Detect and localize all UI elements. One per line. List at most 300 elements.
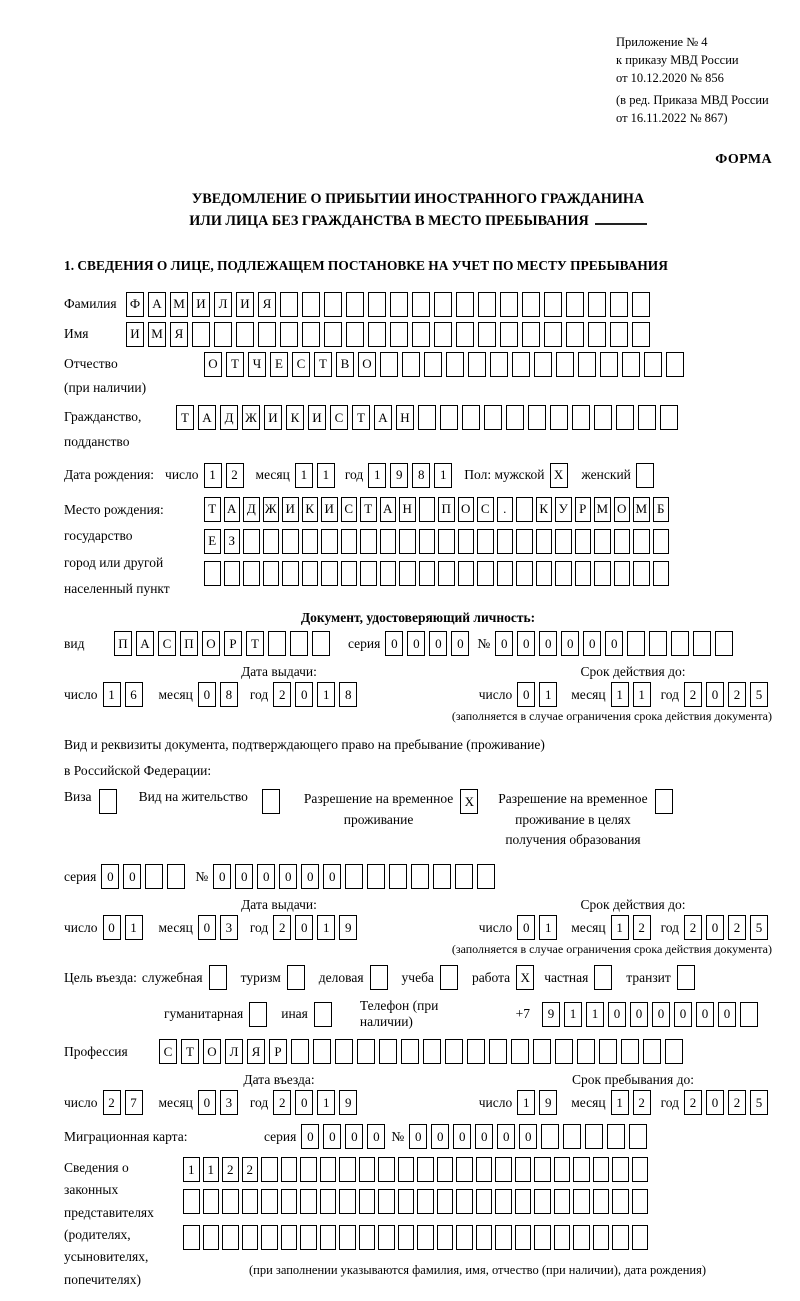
- char-cell[interactable]: Е: [204, 529, 221, 554]
- char-cell[interactable]: 2: [273, 682, 291, 707]
- char-cell[interactable]: П: [438, 497, 455, 522]
- char-cell[interactable]: Ч: [248, 352, 266, 377]
- char-cell[interactable]: [335, 1039, 353, 1064]
- char-cell[interactable]: 1: [633, 682, 651, 707]
- char-cell[interactable]: [423, 1039, 441, 1064]
- char-cell[interactable]: [573, 1189, 590, 1214]
- char-cell[interactable]: [412, 292, 430, 317]
- char-cell[interactable]: [183, 1189, 200, 1214]
- char-cell[interactable]: 0: [519, 1124, 537, 1149]
- char-cell[interactable]: [632, 1157, 649, 1182]
- char-cell[interactable]: 2: [684, 1090, 702, 1115]
- char-cell[interactable]: 0: [301, 1124, 319, 1149]
- char-cell[interactable]: [419, 497, 436, 522]
- char-cell[interactable]: [573, 1157, 590, 1182]
- char-cell[interactable]: [290, 631, 308, 656]
- char-cell[interactable]: [495, 1225, 512, 1250]
- char-cell[interactable]: [512, 352, 530, 377]
- char-cell[interactable]: 1: [564, 1002, 582, 1027]
- char-cell[interactable]: 0: [123, 864, 141, 889]
- char-cell[interactable]: [341, 561, 358, 586]
- char-cell[interactable]: [614, 561, 631, 586]
- char-cell[interactable]: 0: [495, 631, 513, 656]
- char-cell[interactable]: 2: [684, 682, 702, 707]
- char-cell[interactable]: [594, 529, 611, 554]
- char-cell[interactable]: [594, 561, 611, 586]
- char-cell[interactable]: 2: [103, 1090, 121, 1115]
- char-cell[interactable]: Р: [269, 1039, 287, 1064]
- char-cell[interactable]: 0: [517, 915, 535, 940]
- char-cell[interactable]: [610, 322, 628, 347]
- temp-residence-edu-cell[interactable]: [655, 789, 673, 814]
- char-cell[interactable]: [614, 529, 631, 554]
- char-cell[interactable]: [621, 1039, 639, 1064]
- char-cell[interactable]: [222, 1189, 239, 1214]
- char-cell[interactable]: [616, 405, 634, 430]
- char-cell[interactable]: [516, 561, 533, 586]
- char-cell[interactable]: [222, 1225, 239, 1250]
- char-cell[interactable]: А: [380, 497, 397, 522]
- char-cell[interactable]: М: [148, 322, 166, 347]
- char-cell[interactable]: [515, 1189, 532, 1214]
- char-cell[interactable]: [433, 864, 451, 889]
- char-cell[interactable]: Я: [247, 1039, 265, 1064]
- char-cell[interactable]: [633, 561, 650, 586]
- char-cell[interactable]: И: [264, 405, 282, 430]
- char-cell[interactable]: 0: [407, 631, 425, 656]
- char-cell[interactable]: [573, 1225, 590, 1250]
- char-cell[interactable]: [302, 561, 319, 586]
- char-cell[interactable]: [320, 1157, 337, 1182]
- char-cell[interactable]: 0: [295, 1090, 313, 1115]
- char-cell[interactable]: [593, 1157, 610, 1182]
- char-cell[interactable]: [660, 405, 678, 430]
- char-cell[interactable]: [715, 631, 733, 656]
- char-cell[interactable]: 9: [390, 463, 408, 488]
- char-cell[interactable]: М: [594, 497, 611, 522]
- char-cell[interactable]: [236, 322, 254, 347]
- transit-cell[interactable]: [677, 965, 695, 990]
- char-cell[interactable]: [534, 1225, 551, 1250]
- char-cell[interactable]: 6: [125, 682, 143, 707]
- char-cell[interactable]: О: [204, 352, 222, 377]
- char-cell[interactable]: 0: [101, 864, 119, 889]
- char-cell[interactable]: [577, 1039, 595, 1064]
- char-cell[interactable]: [434, 322, 452, 347]
- char-cell[interactable]: 0: [674, 1002, 692, 1027]
- char-cell[interactable]: 3: [220, 1090, 238, 1115]
- char-cell[interactable]: [411, 864, 429, 889]
- char-cell[interactable]: 0: [706, 915, 724, 940]
- char-cell[interactable]: [398, 1157, 415, 1182]
- char-cell[interactable]: 9: [542, 1002, 560, 1027]
- char-cell[interactable]: 0: [279, 864, 297, 889]
- char-cell[interactable]: [203, 1225, 220, 1250]
- char-cell[interactable]: 0: [198, 915, 216, 940]
- char-cell[interactable]: [534, 1189, 551, 1214]
- char-cell[interactable]: 0: [652, 1002, 670, 1027]
- char-cell[interactable]: 5: [750, 1090, 768, 1115]
- char-cell[interactable]: [320, 1225, 337, 1250]
- char-cell[interactable]: 0: [497, 1124, 515, 1149]
- work-cell[interactable]: X: [516, 965, 534, 990]
- char-cell[interactable]: [300, 1157, 317, 1182]
- char-cell[interactable]: [575, 529, 592, 554]
- char-cell[interactable]: [556, 352, 574, 377]
- char-cell[interactable]: [320, 1189, 337, 1214]
- business-cell[interactable]: [370, 965, 388, 990]
- char-cell[interactable]: Ф: [126, 292, 144, 317]
- char-cell[interactable]: .: [497, 497, 514, 522]
- char-cell[interactable]: М: [170, 292, 188, 317]
- char-cell[interactable]: О: [202, 631, 220, 656]
- char-cell[interactable]: [554, 1157, 571, 1182]
- char-cell[interactable]: Е: [270, 352, 288, 377]
- char-cell[interactable]: [588, 322, 606, 347]
- char-cell[interactable]: [627, 631, 645, 656]
- char-cell[interactable]: [183, 1225, 200, 1250]
- char-cell[interactable]: [263, 561, 280, 586]
- char-cell[interactable]: [399, 529, 416, 554]
- char-cell[interactable]: Д: [243, 497, 260, 522]
- char-cell[interactable]: 8: [339, 682, 357, 707]
- char-cell[interactable]: [380, 352, 398, 377]
- char-cell[interactable]: [594, 405, 612, 430]
- char-cell[interactable]: 1: [517, 1090, 535, 1115]
- char-cell[interactable]: [467, 1039, 485, 1064]
- char-cell[interactable]: 0: [323, 864, 341, 889]
- char-cell[interactable]: [300, 1225, 317, 1250]
- char-cell[interactable]: 1: [611, 1090, 629, 1115]
- char-cell[interactable]: [599, 1039, 617, 1064]
- char-cell[interactable]: [281, 1225, 298, 1250]
- other-cell[interactable]: [314, 1002, 332, 1027]
- char-cell[interactable]: [563, 1124, 581, 1149]
- char-cell[interactable]: [302, 529, 319, 554]
- char-cell[interactable]: [544, 322, 562, 347]
- char-cell[interactable]: 2: [226, 463, 244, 488]
- char-cell[interactable]: Д: [220, 405, 238, 430]
- char-cell[interactable]: [204, 561, 221, 586]
- char-cell[interactable]: [341, 529, 358, 554]
- char-cell[interactable]: [477, 529, 494, 554]
- char-cell[interactable]: [497, 561, 514, 586]
- char-cell[interactable]: Л: [225, 1039, 243, 1064]
- char-cell[interactable]: В: [336, 352, 354, 377]
- char-cell[interactable]: 0: [257, 864, 275, 889]
- char-cell[interactable]: С: [158, 631, 176, 656]
- char-cell[interactable]: [302, 322, 320, 347]
- char-cell[interactable]: 8: [412, 463, 430, 488]
- char-cell[interactable]: [455, 864, 473, 889]
- temp-residence-cell[interactable]: X: [460, 789, 478, 814]
- char-cell[interactable]: [740, 1002, 758, 1027]
- char-cell[interactable]: [243, 561, 260, 586]
- char-cell[interactable]: 8: [220, 682, 238, 707]
- char-cell[interactable]: [424, 352, 442, 377]
- char-cell[interactable]: [360, 561, 377, 586]
- char-cell[interactable]: [456, 322, 474, 347]
- char-cell[interactable]: [458, 529, 475, 554]
- char-cell[interactable]: [380, 561, 397, 586]
- char-cell[interactable]: [593, 1189, 610, 1214]
- char-cell[interactable]: [313, 1039, 331, 1064]
- char-cell[interactable]: К: [536, 497, 553, 522]
- char-cell[interactable]: [281, 1189, 298, 1214]
- char-cell[interactable]: [649, 631, 667, 656]
- char-cell[interactable]: М: [633, 497, 650, 522]
- char-cell[interactable]: 0: [451, 631, 469, 656]
- char-cell[interactable]: [258, 322, 276, 347]
- char-cell[interactable]: [345, 864, 363, 889]
- char-cell[interactable]: [367, 864, 385, 889]
- char-cell[interactable]: С: [341, 497, 358, 522]
- char-cell[interactable]: [516, 529, 533, 554]
- char-cell[interactable]: [632, 292, 650, 317]
- char-cell[interactable]: Т: [314, 352, 332, 377]
- char-cell[interactable]: [528, 405, 546, 430]
- sex-female-cell[interactable]: [636, 463, 654, 488]
- char-cell[interactable]: [437, 1225, 454, 1250]
- char-cell[interactable]: [360, 529, 377, 554]
- char-cell[interactable]: [368, 322, 386, 347]
- char-cell[interactable]: 0: [475, 1124, 493, 1149]
- char-cell[interactable]: 0: [539, 631, 557, 656]
- char-cell[interactable]: [593, 1225, 610, 1250]
- char-cell[interactable]: 0: [696, 1002, 714, 1027]
- char-cell[interactable]: 1: [204, 463, 222, 488]
- char-cell[interactable]: [671, 631, 689, 656]
- char-cell[interactable]: [522, 322, 540, 347]
- residence-cell[interactable]: [262, 789, 280, 814]
- char-cell[interactable]: 1: [317, 682, 335, 707]
- char-cell[interactable]: [419, 529, 436, 554]
- char-cell[interactable]: [390, 292, 408, 317]
- char-cell[interactable]: [536, 561, 553, 586]
- char-cell[interactable]: [462, 405, 480, 430]
- char-cell[interactable]: [478, 322, 496, 347]
- char-cell[interactable]: [607, 1124, 625, 1149]
- char-cell[interactable]: [280, 322, 298, 347]
- char-cell[interactable]: [554, 1189, 571, 1214]
- char-cell[interactable]: [534, 1157, 551, 1182]
- char-cell[interactable]: И: [192, 292, 210, 317]
- char-cell[interactable]: 7: [125, 1090, 143, 1115]
- char-cell[interactable]: К: [302, 497, 319, 522]
- char-cell[interactable]: Ж: [242, 405, 260, 430]
- char-cell[interactable]: [643, 1039, 661, 1064]
- char-cell[interactable]: [243, 529, 260, 554]
- char-cell[interactable]: [516, 497, 533, 522]
- char-cell[interactable]: [629, 1124, 647, 1149]
- char-cell[interactable]: И: [321, 497, 338, 522]
- humanitarian-cell[interactable]: [249, 1002, 267, 1027]
- char-cell[interactable]: [555, 1039, 573, 1064]
- char-cell[interactable]: И: [236, 292, 254, 317]
- char-cell[interactable]: 1: [295, 463, 313, 488]
- char-cell[interactable]: [484, 405, 502, 430]
- char-cell[interactable]: 1: [434, 463, 452, 488]
- char-cell[interactable]: [359, 1157, 376, 1182]
- char-cell[interactable]: [456, 1189, 473, 1214]
- private-cell[interactable]: [594, 965, 612, 990]
- char-cell[interactable]: [633, 529, 650, 554]
- char-cell[interactable]: И: [308, 405, 326, 430]
- char-cell[interactable]: [541, 1124, 559, 1149]
- char-cell[interactable]: [324, 292, 342, 317]
- char-cell[interactable]: 1: [539, 915, 557, 940]
- char-cell[interactable]: [378, 1225, 395, 1250]
- char-cell[interactable]: 0: [213, 864, 231, 889]
- char-cell[interactable]: 1: [203, 1157, 220, 1182]
- char-cell[interactable]: [489, 1039, 507, 1064]
- char-cell[interactable]: [412, 322, 430, 347]
- char-cell[interactable]: П: [114, 631, 132, 656]
- tourism-cell[interactable]: [287, 965, 305, 990]
- sex-male-cell[interactable]: X: [550, 463, 568, 488]
- char-cell[interactable]: [380, 529, 397, 554]
- char-cell[interactable]: [572, 405, 590, 430]
- char-cell[interactable]: [302, 292, 320, 317]
- char-cell[interactable]: А: [198, 405, 216, 430]
- char-cell[interactable]: 2: [273, 915, 291, 940]
- char-cell[interactable]: [418, 405, 436, 430]
- char-cell[interactable]: [533, 1039, 551, 1064]
- char-cell[interactable]: [417, 1225, 434, 1250]
- char-cell[interactable]: [500, 292, 518, 317]
- char-cell[interactable]: 0: [630, 1002, 648, 1027]
- char-cell[interactable]: [437, 1189, 454, 1214]
- char-cell[interactable]: С: [330, 405, 348, 430]
- char-cell[interactable]: Р: [224, 631, 242, 656]
- char-cell[interactable]: [566, 322, 584, 347]
- char-cell[interactable]: [346, 322, 364, 347]
- char-cell[interactable]: 1: [183, 1157, 200, 1182]
- char-cell[interactable]: 2: [242, 1157, 259, 1182]
- char-cell[interactable]: [536, 529, 553, 554]
- char-cell[interactable]: [281, 1157, 298, 1182]
- char-cell[interactable]: [401, 1039, 419, 1064]
- char-cell[interactable]: С: [477, 497, 494, 522]
- char-cell[interactable]: Т: [204, 497, 221, 522]
- char-cell[interactable]: [632, 1225, 649, 1250]
- visa-cell[interactable]: [99, 789, 117, 814]
- char-cell[interactable]: [224, 561, 241, 586]
- char-cell[interactable]: [390, 322, 408, 347]
- char-cell[interactable]: [653, 561, 670, 586]
- char-cell[interactable]: Т: [176, 405, 194, 430]
- char-cell[interactable]: [192, 322, 210, 347]
- char-cell[interactable]: [282, 561, 299, 586]
- char-cell[interactable]: 0: [517, 682, 535, 707]
- char-cell[interactable]: [575, 561, 592, 586]
- char-cell[interactable]: 1: [317, 915, 335, 940]
- char-cell[interactable]: [476, 1189, 493, 1214]
- char-cell[interactable]: 2: [728, 682, 746, 707]
- char-cell[interactable]: 0: [431, 1124, 449, 1149]
- char-cell[interactable]: 2: [633, 1090, 651, 1115]
- char-cell[interactable]: [612, 1225, 629, 1250]
- char-cell[interactable]: 0: [235, 864, 253, 889]
- char-cell[interactable]: 1: [103, 682, 121, 707]
- char-cell[interactable]: [339, 1157, 356, 1182]
- char-cell[interactable]: Н: [396, 405, 414, 430]
- char-cell[interactable]: 2: [222, 1157, 239, 1182]
- char-cell[interactable]: [378, 1157, 395, 1182]
- char-cell[interactable]: К: [286, 405, 304, 430]
- char-cell[interactable]: 0: [517, 631, 535, 656]
- char-cell[interactable]: [555, 561, 572, 586]
- char-cell[interactable]: 5: [750, 682, 768, 707]
- char-cell[interactable]: [438, 529, 455, 554]
- char-cell[interactable]: [321, 529, 338, 554]
- char-cell[interactable]: С: [292, 352, 310, 377]
- char-cell[interactable]: 1: [539, 682, 557, 707]
- char-cell[interactable]: [398, 1225, 415, 1250]
- char-cell[interactable]: [359, 1225, 376, 1250]
- char-cell[interactable]: 0: [103, 915, 121, 940]
- char-cell[interactable]: 0: [718, 1002, 736, 1027]
- char-cell[interactable]: [379, 1039, 397, 1064]
- char-cell[interactable]: [357, 1039, 375, 1064]
- char-cell[interactable]: [434, 292, 452, 317]
- char-cell[interactable]: [534, 352, 552, 377]
- char-cell[interactable]: 0: [367, 1124, 385, 1149]
- char-cell[interactable]: [500, 322, 518, 347]
- char-cell[interactable]: [167, 864, 185, 889]
- char-cell[interactable]: Т: [360, 497, 377, 522]
- char-cell[interactable]: [468, 352, 486, 377]
- char-cell[interactable]: [456, 1225, 473, 1250]
- char-cell[interactable]: 2: [684, 915, 702, 940]
- char-cell[interactable]: [550, 405, 568, 430]
- char-cell[interactable]: [268, 631, 286, 656]
- char-cell[interactable]: 1: [317, 463, 335, 488]
- char-cell[interactable]: [612, 1157, 629, 1182]
- char-cell[interactable]: [478, 292, 496, 317]
- char-cell[interactable]: [346, 292, 364, 317]
- char-cell[interactable]: Б: [653, 497, 670, 522]
- char-cell[interactable]: 0: [583, 631, 601, 656]
- char-cell[interactable]: [632, 322, 650, 347]
- char-cell[interactable]: [446, 352, 464, 377]
- char-cell[interactable]: 0: [608, 1002, 626, 1027]
- char-cell[interactable]: [585, 1124, 603, 1149]
- char-cell[interactable]: [300, 1189, 317, 1214]
- char-cell[interactable]: Р: [575, 497, 592, 522]
- char-cell[interactable]: 5: [750, 915, 768, 940]
- char-cell[interactable]: [261, 1225, 278, 1250]
- char-cell[interactable]: [280, 292, 298, 317]
- char-cell[interactable]: [339, 1225, 356, 1250]
- char-cell[interactable]: [437, 1157, 454, 1182]
- char-cell[interactable]: [214, 322, 232, 347]
- char-cell[interactable]: [511, 1039, 529, 1064]
- char-cell[interactable]: [417, 1157, 434, 1182]
- char-cell[interactable]: [203, 1189, 220, 1214]
- char-cell[interactable]: [399, 561, 416, 586]
- char-cell[interactable]: У: [555, 497, 572, 522]
- char-cell[interactable]: [610, 292, 628, 317]
- char-cell[interactable]: [339, 1189, 356, 1214]
- char-cell[interactable]: С: [159, 1039, 177, 1064]
- char-cell[interactable]: Я: [258, 292, 276, 317]
- official-cell[interactable]: [209, 965, 227, 990]
- char-cell[interactable]: [544, 292, 562, 317]
- char-cell[interactable]: [145, 864, 163, 889]
- char-cell[interactable]: А: [136, 631, 154, 656]
- char-cell[interactable]: [638, 405, 656, 430]
